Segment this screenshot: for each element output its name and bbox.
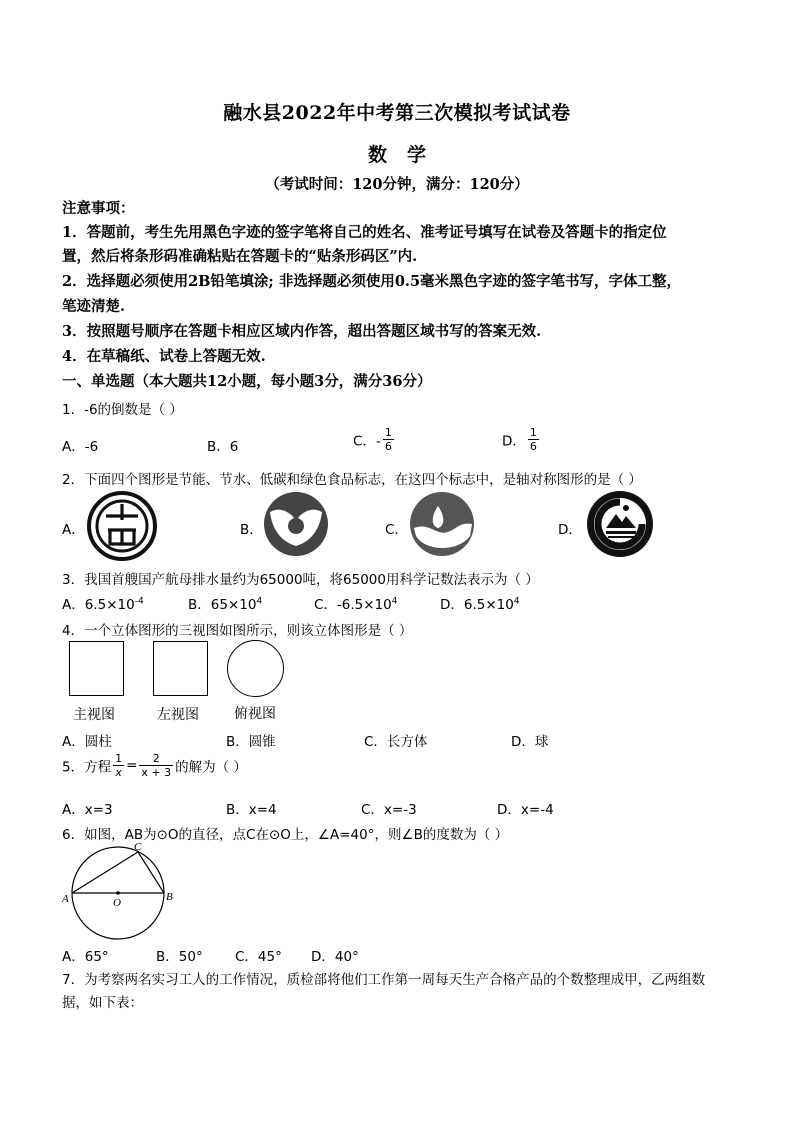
q5-stem — [62, 752, 247, 779]
q3-option-c-base: C．-6.5×10 — [314, 597, 392, 613]
q3-option-b — [188, 593, 262, 613]
q1-option-c — [353, 426, 396, 453]
q5-stem-prefix: 5．方程 — [62, 759, 112, 776]
q1-option-b: B．6 — [207, 439, 239, 455]
q4-option-c: C．长方体 — [364, 734, 428, 750]
equals-sign: = — [126, 757, 138, 774]
front-view-label: 主视图 — [73, 707, 115, 723]
q1-option-d-label: D． — [502, 433, 526, 450]
side-view-label: 左视图 — [157, 707, 199, 723]
q6-option-c: C．45° — [235, 949, 282, 965]
q2-option-c: C． — [385, 522, 408, 538]
center-point — [116, 891, 120, 895]
q4-stem: 4．一个立体图形的三视图如图所示，则该立体图形是（ ） — [62, 623, 413, 639]
q4-option-b: B．圆锥 — [226, 734, 276, 750]
exam-info: （考试时间：120分钟，满分：120分） — [265, 176, 529, 193]
q2-option-d: D． — [558, 522, 582, 538]
notes-heading: 注意事项： — [62, 200, 135, 217]
q3-option-d-base: D．6.5×10 — [440, 597, 514, 613]
top-view-label: 俯视图 — [234, 706, 276, 722]
q4-option-a: A．圆柱 — [62, 734, 112, 750]
point-a-label: A — [62, 893, 69, 905]
notes-item-2-cont: 笔迹清楚. — [62, 298, 126, 315]
low-carbon-logo-icon — [408, 490, 476, 558]
q7-stem: 7．为考察两名实习工人的工作情况，质检部将他们工作第一周每天生产合格产品的个数整理成甲，乙两组数 — [62, 972, 706, 988]
q3-option-a — [62, 593, 144, 613]
q5-fraction-left — [113, 752, 124, 779]
exam-subject: 数学 — [367, 144, 446, 166]
q3-option-d-exponent: 4 — [513, 596, 520, 607]
fraction-denominator: x — [115, 766, 122, 779]
notes-item-3: 3．按照题号顺序在答题卡相应区域内作答，超出答题区域书写的答案无效. — [62, 323, 542, 340]
q2-option-a: A． — [62, 522, 85, 538]
fraction-numerator: 1 — [529, 426, 537, 439]
q1-option-d-fraction — [528, 426, 539, 453]
q5-option-d: D．x=-4 — [497, 802, 554, 818]
q3-stem: 3．我国首艘国产航母排水量约为65000吨，将65000用科学记数法表示为（ ） — [62, 572, 539, 588]
q3-option-c — [314, 593, 398, 613]
q6-option-a: A．65° — [62, 949, 109, 965]
notes-item-2: 2．选择题必须使用2B铅笔填涂; 非选择题必须使用0.5毫米黑色字迹的签字笔书写，字体工整， — [62, 273, 682, 290]
q5-option-c: C．x=-3 — [361, 802, 417, 818]
front-view-square — [69, 641, 124, 696]
notes-item-1-cont: 置，然后将条形码准确粘贴在答题卡的“贴条形码区”内. — [62, 248, 418, 265]
fraction-numerator: 1 — [384, 426, 392, 439]
q6-option-b: B．50° — [156, 949, 203, 965]
point-c-label: C — [134, 841, 142, 853]
chord-ac — [72, 852, 138, 893]
q6-option-d: D．40° — [311, 949, 359, 965]
q2-stem: 2．下面四个图形是节能、节水、低碳和绿色食品标志，在这四个标志中，是轴对称图形的是（ ） — [62, 472, 642, 488]
notes-item-1: 1．答题前，考生先用黑色字迹的签字笔将自己的姓名、准考证号填写在试卷及答题卡的指定位 — [62, 224, 667, 241]
q3-option-d — [440, 593, 520, 613]
q1-option-c-label: C．- — [353, 433, 381, 450]
q1-option-d — [502, 426, 541, 453]
q7-stem-cont: 据，如下表： — [62, 995, 143, 1011]
energy-saving-logo-icon — [86, 490, 158, 562]
q6-stem: 6．如图，AB为⊙O的直径，点C在⊙O上，∠A=40°，则∠B的度数为（ ） — [62, 827, 509, 843]
q3-option-a-base: A．6.5×10 — [62, 597, 135, 613]
q5-stem-suffix: 的解为（ ） — [175, 759, 247, 776]
fraction-denominator: 6 — [384, 440, 392, 453]
point-o-label: O — [113, 897, 121, 909]
green-food-logo-icon — [584, 488, 656, 560]
q4-option-d: D．球 — [511, 734, 549, 750]
side-view-square — [153, 641, 208, 696]
q5-option-b: B．x=4 — [226, 802, 277, 818]
q1-stem: 1．-6的倒数是（ ） — [62, 402, 183, 418]
q5-fraction-right — [139, 752, 173, 779]
fraction-numerator: 2 — [139, 752, 173, 766]
exam-title: 融水县2022年中考第三次模拟考试试卷 — [223, 102, 571, 124]
q3-option-b-base: B．65×10 — [188, 597, 257, 613]
q6-circle-diagram — [60, 838, 180, 940]
section-1-heading: 一、单选题（本大题共12小题，每小题3分，满分36分） — [62, 373, 432, 390]
q3-option-a-exponent: -4 — [134, 596, 144, 607]
q3-option-c-exponent: 4 — [391, 596, 398, 607]
notes-item-4: 4．在草稿纸、试卷上答题无效. — [62, 348, 266, 365]
fraction-denominator: 6 — [529, 440, 537, 453]
q3-option-b-exponent: 4 — [256, 596, 263, 607]
fraction-numerator: 1 — [115, 752, 123, 765]
point-b-label: B — [166, 891, 173, 903]
q1-option-c-fraction — [383, 426, 394, 453]
top-view-circle — [227, 640, 284, 697]
q5-option-a: A．x=3 — [62, 802, 113, 818]
fraction-denominator: x + 3 — [141, 766, 172, 779]
chord-cb — [138, 852, 164, 893]
water-saving-logo-icon — [262, 490, 330, 558]
q2-option-b: B． — [240, 522, 263, 538]
q1-option-a: A．-6 — [62, 439, 99, 455]
